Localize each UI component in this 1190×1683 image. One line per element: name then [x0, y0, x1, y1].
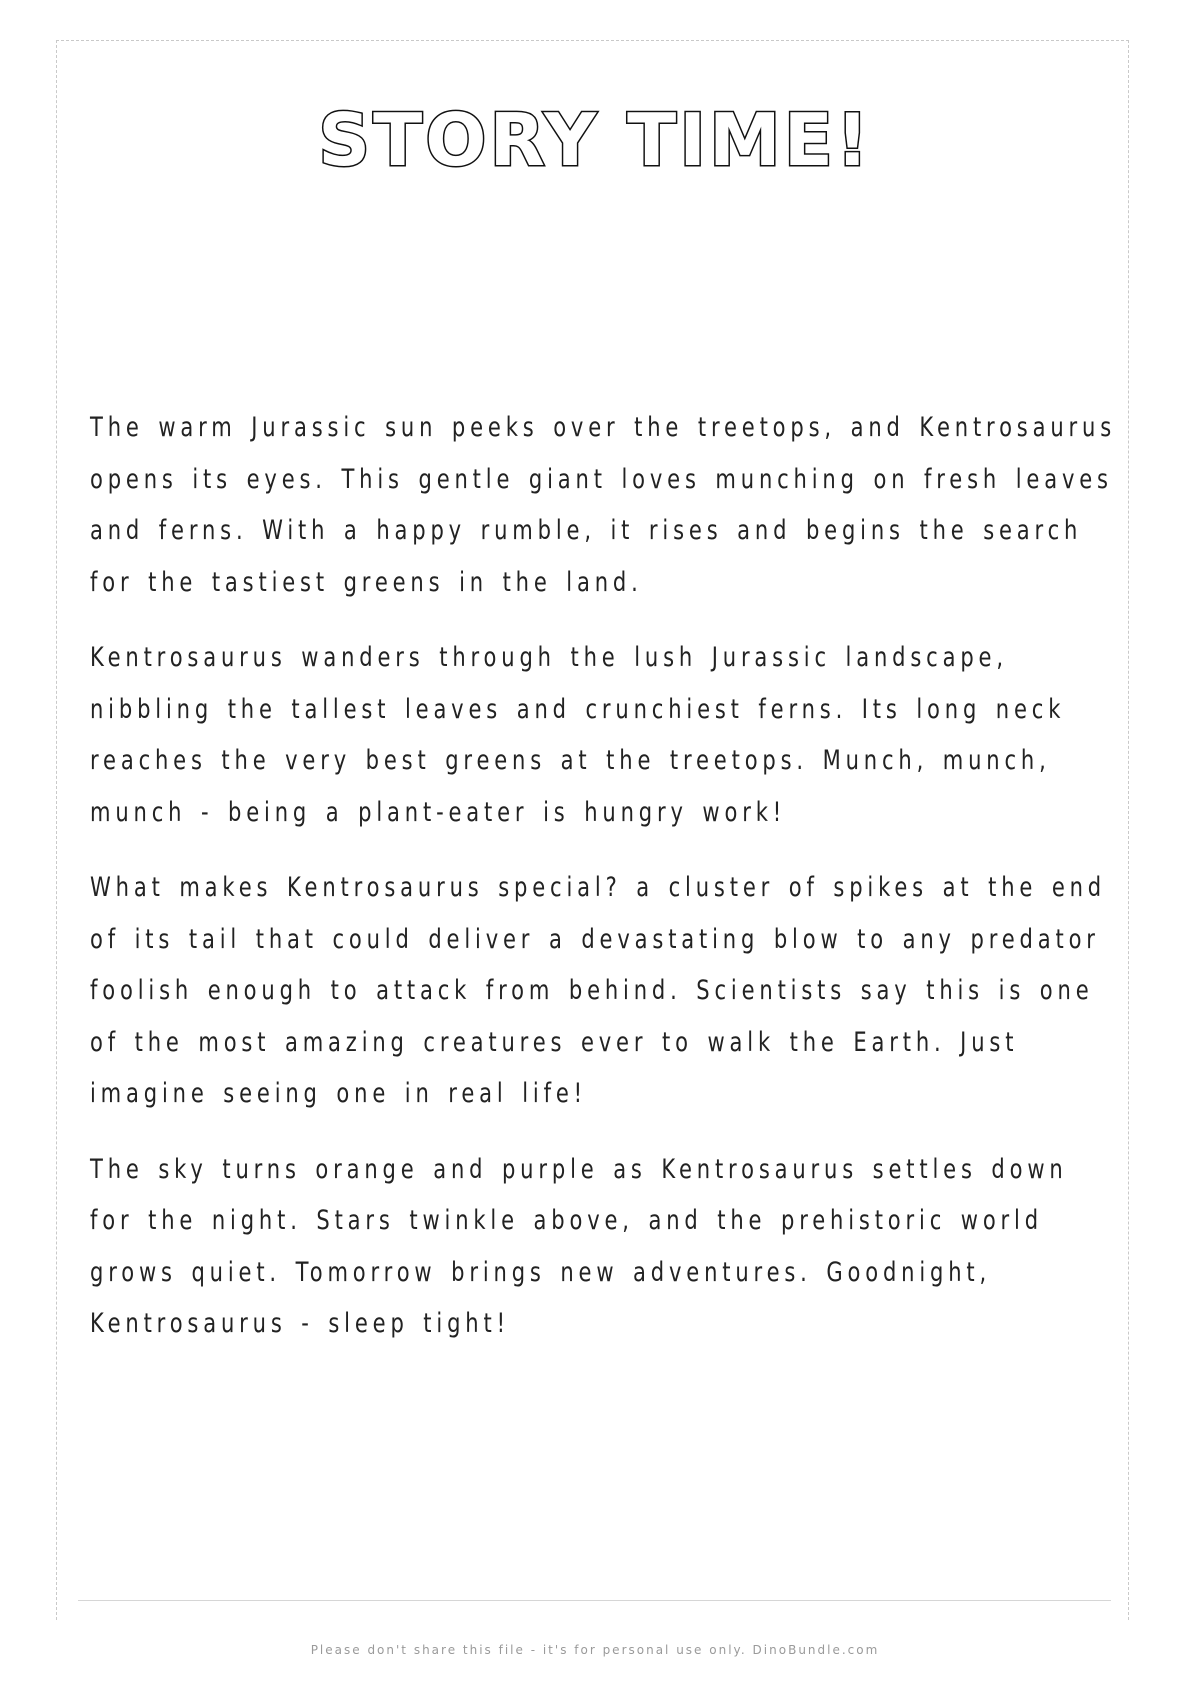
- story-paragraph: What makes Kentrosaurus special? a cluster of spikes at the end of its tail that could deliver a devastating blow to any predator foolish enough to attack from behind. Scientists say this is one of the most amazing creatures ever to walk the Earth. Just imagine seeing one in real life!: [90, 872, 1107, 1109]
- story-paragraph: The sky turns orange and purple as Kentrosaurus settles down for the night. Stars twinkle above, and the prehistoric world grows quiet. Tomorrow brings new adventures. Goodnight, Kentrosaurus - sleep tight!: [90, 1153, 1068, 1339]
- page-title: STORY TIME!: [318, 98, 872, 182]
- story-paragraph: Kentrosaurus wanders through the lush Jurassic landscape, nibbling the tallest leaves and crunchiest ferns. Its long neck reaches the very best greens at the treetops. Munch, munch, munch - being a plant-eater is hungry work!: [90, 642, 1066, 828]
- story-body: [90, 402, 1120, 1374]
- story-paragraph: The warm Jurassic sun peeks over the treetops, and Kentrosaurus opens its eyes. This gentle giant loves munching on fresh leaves and ferns. With a happy rumble, it rises and begins the search for the tastiest greens in the land.: [90, 412, 1117, 598]
- footer-note: Please don't share this file - it's for personal use only. DinoBundle.com: [310, 1643, 880, 1657]
- footer-divider: [78, 1600, 1111, 1601]
